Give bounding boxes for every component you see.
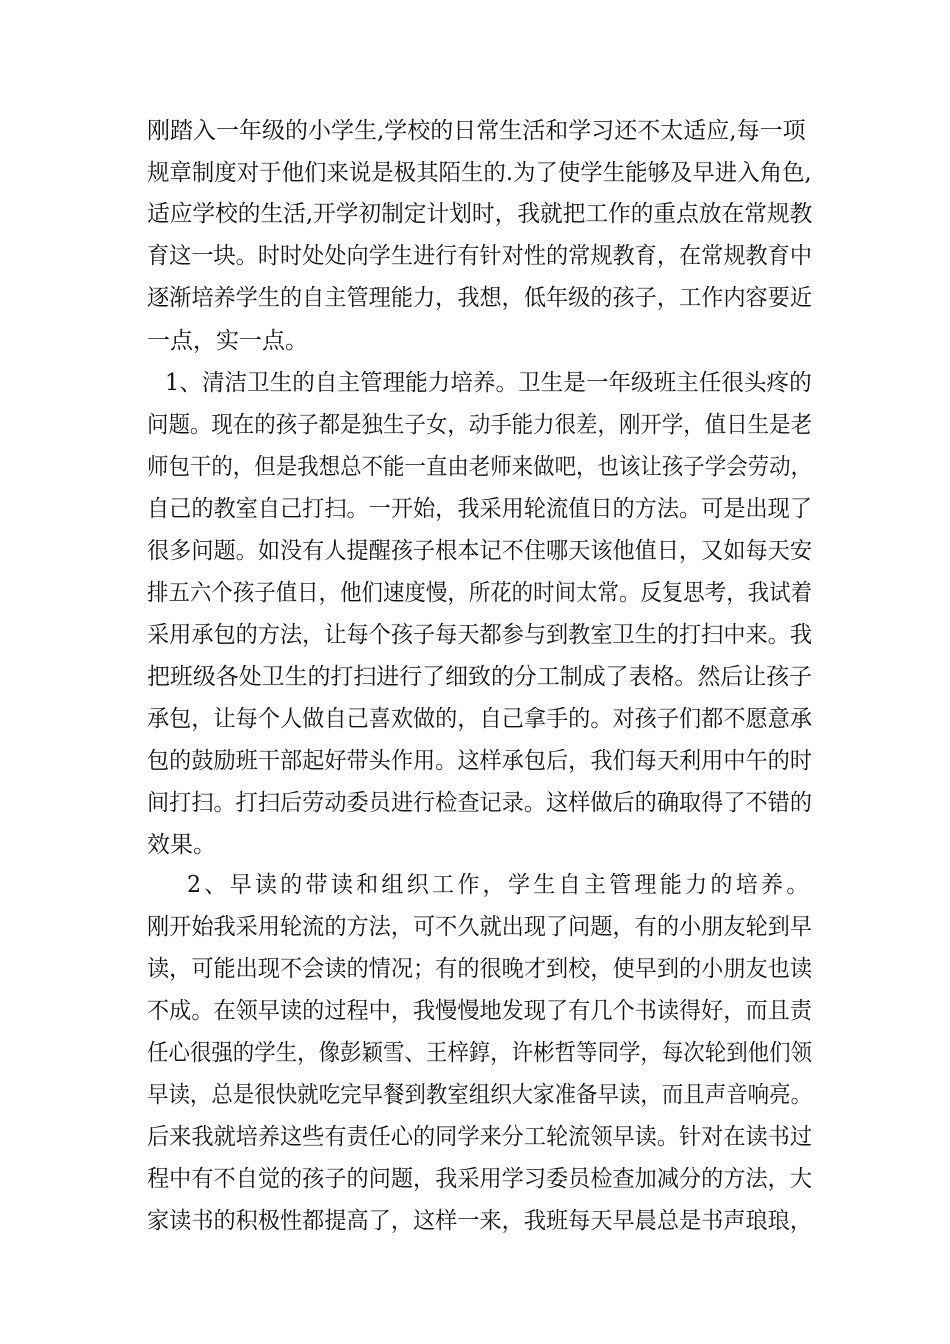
text-line: 刚开始我采用轮流的方法，可不久就出现了问题，有的小朋友轮到早 [147, 914, 813, 940]
text-line: 规章制度对于他们来说是极其陌生的.为了使学生能够及早进入角色, [147, 160, 812, 186]
text-line: 后来我就培养这些有责任心的同学来分工轮流领早读。针对在读书过 [147, 1124, 813, 1150]
text-line: 很多问题。如没有人提醒孩子根本记不住哪天该他值日，又如每天安 [147, 538, 813, 564]
text-line: 采用承包的方法，让每个孩子每天都参与到教室卫生的打扫中来。我 [147, 622, 813, 648]
text-line: 排五六个孩子值日，他们速度慢，所花的时间太常。反复思考，我试着 [147, 580, 813, 606]
text-line: 2、早读的带读和组织工作，学生自主管理能力的培养。 [187, 872, 812, 898]
text-line: 把班级各处卫生的打扫进行了细致的分工制成了表格。然后让孩子 [147, 664, 812, 690]
text-line: 自己的教室自己打扫。一开始，我采用轮流值日的方法。可是出现了 [147, 496, 813, 522]
text-line: 包的鼓励班干部起好带头作用。这样承包后，我们每天利用中午的时 [147, 748, 813, 774]
text-line: 师包干的，但是我想总不能一直由老师来做吧，也该让孩子学会劳动， [147, 454, 813, 480]
text-line: 不成。在领早读的过程中，我慢慢地发现了有几个书读得好，而且责 [147, 998, 813, 1024]
text-line: 1、清洁卫生的自主管理能力培养。卫生是一年级班主任很头疼的 [165, 370, 812, 396]
text-line: 适应学校的生活,开学初制定计划时，我就把工作的重点放在常规教 [147, 201, 813, 227]
text-line: 早读，总是很快就吃完早餐到教室组织大家准备早读，而且声音响亮。 [147, 1082, 813, 1108]
text-line: 读，可能出现不会读的情况；有的很晚才到校，使早到的小朋友也读 [147, 956, 813, 982]
text-line: 任心很强的学生，像彭颖雪、王梓錞，许彬哲等同学，每次轮到他们领 [147, 1040, 813, 1066]
text-line: 逐渐培养学生的自主管理能力，我想，低年级的孩子，工作内容要近 [147, 285, 813, 311]
text-line: 家读书的积极性都提高了，这样一来，我班每天早晨总是书声琅琅， [147, 1208, 813, 1234]
text-line: 效果。 [147, 832, 216, 858]
text-line: 一点，实一点。 [147, 328, 308, 354]
text-line: 刚踏入一年级的小学生,学校的日常生活和学习还不太适应,每一项 [147, 118, 806, 144]
text-line: 问题。现在的孩子都是独生子女，动手能力很差，刚开学，值日生是老 [147, 412, 813, 438]
text-line: 程中有不自觉的孩子的问题，我采用学习委员检查加减分的方法，大 [147, 1166, 813, 1192]
text-line: 承包，让每个人做自己喜欢做的，自己拿手的。对孩子们都不愿意承 [147, 706, 813, 732]
text-line: 育这一块。时时处处向学生进行有针对性的常规教育，在常规教育中 [147, 243, 813, 269]
text-line: 间打扫。打扫后劳动委员进行检查记录。这样做后的确取得了不错的 [147, 790, 813, 816]
